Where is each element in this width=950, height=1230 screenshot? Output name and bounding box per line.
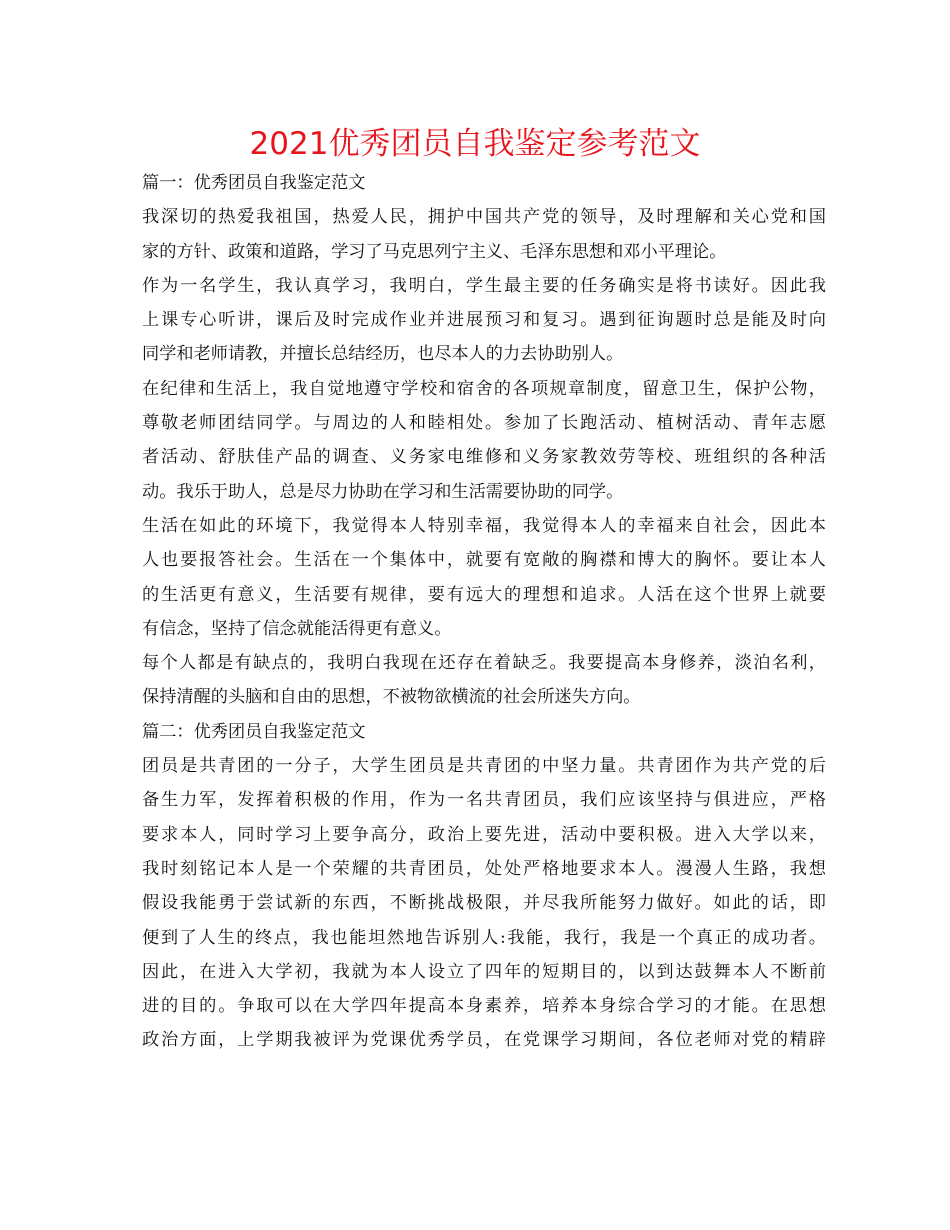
paragraph-line: 每个人都是有缺点的，我明白我现在还存在着缺乏。我要提高本身修养，淡泊名利， <box>142 653 826 674</box>
paragraph-line: 保持清醒的头脑和自由的思想，不被物欲横流的社会所迷失方向。 <box>142 687 641 708</box>
paragraph-line: 进的目的。争取可以在大学四年提高本身素养，培养本身综合学习的才能。在思想 <box>142 996 826 1017</box>
document-body <box>142 166 826 1058</box>
paragraph-line: 我时刻铭记本人是一个荣耀的共青团员，处处严格地要求本人。漫漫人生路，我想 <box>142 858 826 879</box>
paragraph-line: 同学和老师请教，并擅长总结经历，也尽本人的力去协助别人。 <box>142 344 624 365</box>
paragraph-line: 生活在如此的环境下，我觉得本人特别幸福，我觉得本人的幸福来自社会，因此本 <box>142 515 826 536</box>
paragraph-line: 便到了人生的终点，我也能坦然地告诉别人:我能，我行，我是一个真正的成功者。 <box>142 927 826 948</box>
paragraph-line: 备生力军，发挥着积极的作用，作为一名共青团员，我们应该坚持与俱进应，严格 <box>142 790 826 811</box>
paragraph-line: 我深切的热爱我祖国，热爱人民，拥护中国共产党的领导，及时理解和关心党和国 <box>142 207 826 228</box>
section-heading-1: 篇一：优秀团员自我鉴定范文 <box>142 173 366 193</box>
paragraph-line: 要求本人，同时学习上要争高分，政治上要先进，活动中要积极。进入大学以来， <box>142 824 826 845</box>
paragraph-line: 团员是共青团的一分子，大学生团员是共青团的中坚力量。共青团作为共产党的后 <box>142 756 826 777</box>
paragraph-line: 人也要报答社会。生活在一个集体中，就要有宽敞的胸襟和博大的胸怀。要让本人 <box>142 550 826 571</box>
paragraph-line: 作为一名学生，我认真学习，我明白，学生最主要的任务确实是将书读好。因此我 <box>142 275 826 296</box>
paragraph-line: 上课专心听讲，课后及时完成作业并进展预习和复习。遇到征询题时总是能及时向 <box>142 310 826 331</box>
paragraph-line: 尊敬老师团结同学。与周边的人和睦相处。参加了长跑活动、植树活动、青年志愿 <box>142 413 826 434</box>
document-title: 2021优秀团员自我鉴定参考范文 <box>249 126 701 162</box>
paragraph-line: 家的方针、政策和道路，学习了马克思列宁主义、毛泽东思想和邓小平理论。 <box>142 241 727 262</box>
paragraph-line: 动。我乐于助人，总是尽力协助在学习和生活需要协助的同学。 <box>142 481 624 502</box>
paragraph-line: 政治方面，上学期我被评为党课优秀学员，在党课学习期间，各位老师对党的精辟 <box>142 1030 826 1051</box>
paragraph-line: 者活动、舒肤佳产品的调查、义务家电维修和义务家教效劳等校、班组织的各种活 <box>142 447 826 468</box>
paragraph-line: 的生活更有意义，生活要有规律，要有远大的理想和追求。人活在这个世界上就要 <box>142 584 826 605</box>
paragraph-line: 因此，在进入大学初，我就为本人设立了四年的短期目的，以到达鼓舞本人不断前 <box>142 961 826 982</box>
paragraph-line: 假设我能勇于尝试新的东西，不断挑战极限，并尽我所能努力做好。如此的话，即 <box>142 893 826 914</box>
paragraph-line: 在纪律和生活上，我自觉地遵守学校和宿舍的各项规章制度，留意卫生，保护公物， <box>142 378 826 399</box>
section-heading-2: 篇二：优秀团员自我鉴定范文 <box>142 721 366 742</box>
paragraph-line: 有信念，坚持了信念就能活得更有意义。 <box>142 618 452 639</box>
